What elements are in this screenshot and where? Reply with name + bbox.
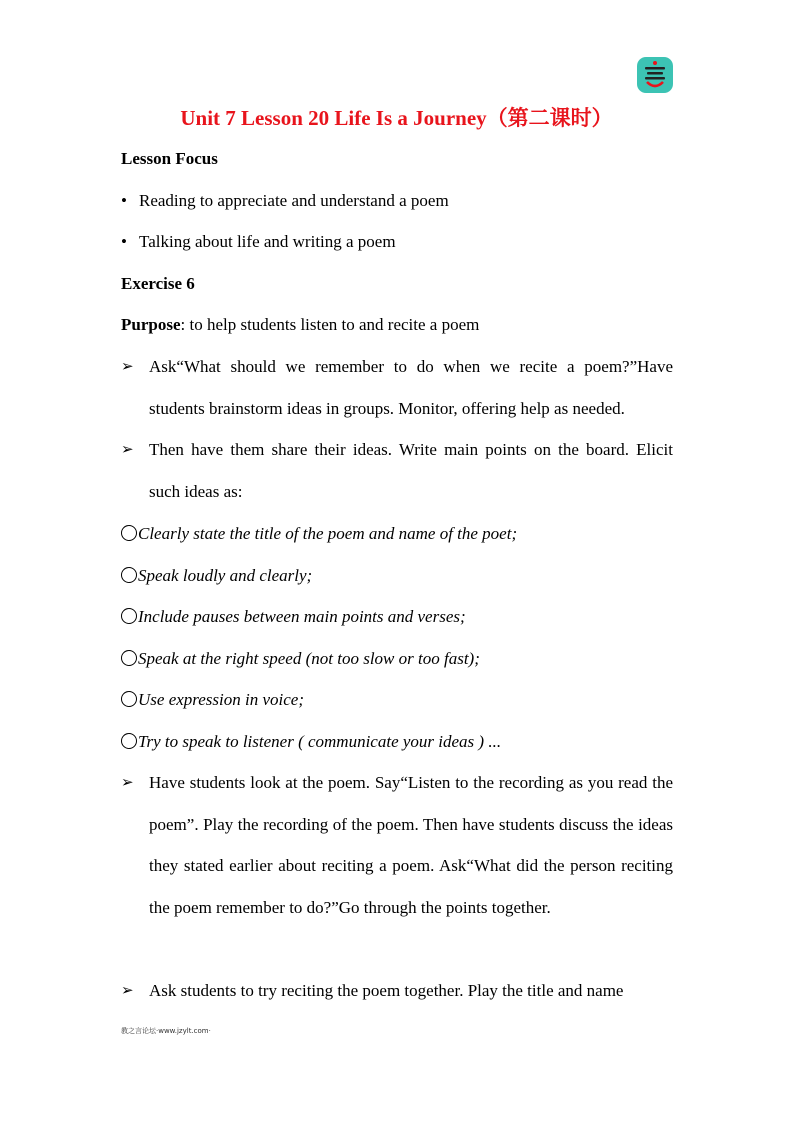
circle-bullet-icon (121, 567, 137, 583)
arrow-bullet-icon: ➢ (121, 775, 134, 791)
idea-item: Try to speak to listener ( communicate your ideas ) ... (121, 731, 501, 753)
bullet-icon: • (121, 232, 127, 251)
exercise-heading: Exercise 6 (121, 274, 195, 293)
idea-item: Use expression in voice; (121, 689, 304, 711)
idea-item: Speak loudly and clearly; (121, 565, 312, 587)
purpose-text: : to help students listen to and recite a poem (180, 315, 480, 334)
idea-item: Include pauses between main points and verses; (121, 606, 466, 628)
idea-item: Clearly state the title of the poem and name of the poet; (121, 523, 517, 545)
lesson-focus-heading: Lesson Focus (121, 149, 218, 168)
step-paragraph: Have students look at the poem. Say“Listen to the recording as you read the poem”. Play the recording of the poem. Then have students discuss the ideas they stated earlier about reciting a poem. Ask“What did the person reciting the poem remember to do?”Go through the points together. (149, 773, 673, 917)
circle-bullet-icon (121, 733, 137, 749)
focus-item: • Talking about life and writing a poem (121, 232, 396, 251)
circle-bullet-icon (121, 608, 137, 624)
circle-bullet-icon (121, 525, 137, 541)
purpose-line (121, 314, 479, 336)
step-paragraph: Then have them share their ideas. Write main points on the board. Elicit such ideas as: (149, 440, 673, 501)
document-title: Unit 7 Lesson 20 Life Is a Journey（第二课时） (180, 106, 613, 130)
idea-item: Speak at the right speed (not too slow or too fast); (121, 648, 480, 670)
purpose-label: Purpose (121, 315, 181, 334)
step-paragraph: Ask“What should we remember to do when we recite a poem?”Have students brainstorm ideas in groups. Monitor, offering help as needed. (149, 357, 673, 418)
circle-bullet-icon (121, 650, 137, 666)
arrow-bullet-icon: ➢ (121, 359, 134, 375)
bullet-icon: • (121, 191, 127, 210)
arrow-bullet-icon: ➢ (121, 983, 134, 999)
step-paragraph: Ask students to try reciting the poem together. Play the title and name (149, 981, 624, 1000)
arrow-bullet-icon: ➢ (121, 442, 134, 458)
page-footer: 教之言论坛·www.jzylt.com· (121, 1027, 211, 1035)
site-logo-icon (637, 57, 673, 93)
circle-bullet-icon (121, 691, 137, 707)
focus-item: • Reading to appreciate and understand a poem (121, 191, 449, 210)
